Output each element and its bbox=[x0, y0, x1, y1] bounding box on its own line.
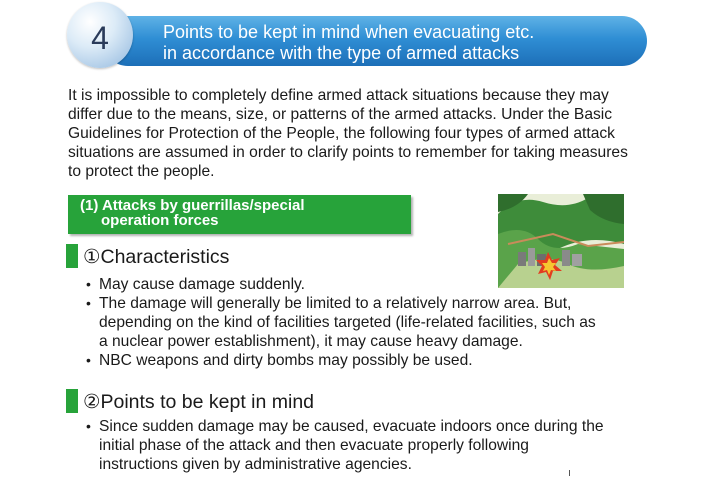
list-item-line: depending on the kind of facilities targeted (life-related facilities, such as bbox=[99, 314, 596, 331]
intro-paragraph bbox=[68, 86, 648, 181]
list-item-line: a nuclear power establishment), it may cause heavy damage. bbox=[99, 333, 523, 350]
subsection-label-line-2: operation forces bbox=[101, 212, 219, 229]
subsection-label-line-1: (1) Attacks by guerrillas/special bbox=[80, 197, 305, 214]
points-list bbox=[84, 417, 684, 474]
section-title-line-1: Points to be kept in mind when evacuating etc. bbox=[163, 22, 535, 42]
intro-line: It is impossible to completely define armed attack situations because they may bbox=[68, 87, 609, 104]
list-item: • Since sudden damage may be caused, evacuate indoors once during the initial phase of the attack and then evacuate properly following instructions given by administrative agencies. bbox=[84, 417, 684, 474]
characteristics-list bbox=[84, 275, 684, 370]
intro-line: differ due to the means, size, or patterns of the armed attacks. Under the Basic bbox=[68, 106, 613, 123]
list-item: • May cause damage suddenly. bbox=[84, 275, 684, 294]
list-item-line: instructions given by administrative agencies. bbox=[99, 456, 412, 473]
list-item-line: initial phase of the attack and then evacuate properly following bbox=[99, 437, 529, 454]
intro-line: to protect the people. bbox=[68, 163, 215, 180]
town-attack-illustration-icon bbox=[498, 194, 624, 288]
characteristics-heading: ①Characteristics bbox=[83, 246, 230, 268]
list-item-line: Since sudden damage may be caused, evacuate indoors once during the bbox=[99, 418, 604, 435]
intro-line: Guidelines for Protection of the People, the following four types of armed attack bbox=[68, 125, 615, 142]
characteristics-marker bbox=[66, 244, 78, 268]
page-mark bbox=[569, 470, 570, 476]
section-number: 4 bbox=[91, 20, 109, 56]
section-title bbox=[163, 22, 534, 64]
subsection-label bbox=[80, 198, 305, 228]
intro-line: situations are assumed in order to clarify points to remember for taking measures bbox=[68, 144, 628, 161]
list-item-line: NBC weapons and dirty bombs may possibly be used. bbox=[99, 352, 473, 369]
section-title-line-2: in accordance with the type of armed attacks bbox=[163, 43, 520, 63]
list-item-line: The damage will generally be limited to a relatively narrow area. But, bbox=[99, 295, 572, 312]
list-item-line: May cause damage suddenly. bbox=[99, 276, 306, 293]
list-item: • NBC weapons and dirty bombs may possibly be used. bbox=[84, 351, 684, 370]
points-marker bbox=[66, 389, 78, 413]
list-item: • The damage will generally be limited to a relatively narrow area. But, depending on the kind of facilities targeted (life-related facilities, such as a nuclear power establishment), it may cause heavy damage. bbox=[84, 294, 684, 351]
points-heading: ②Points to be kept in mind bbox=[83, 391, 315, 413]
